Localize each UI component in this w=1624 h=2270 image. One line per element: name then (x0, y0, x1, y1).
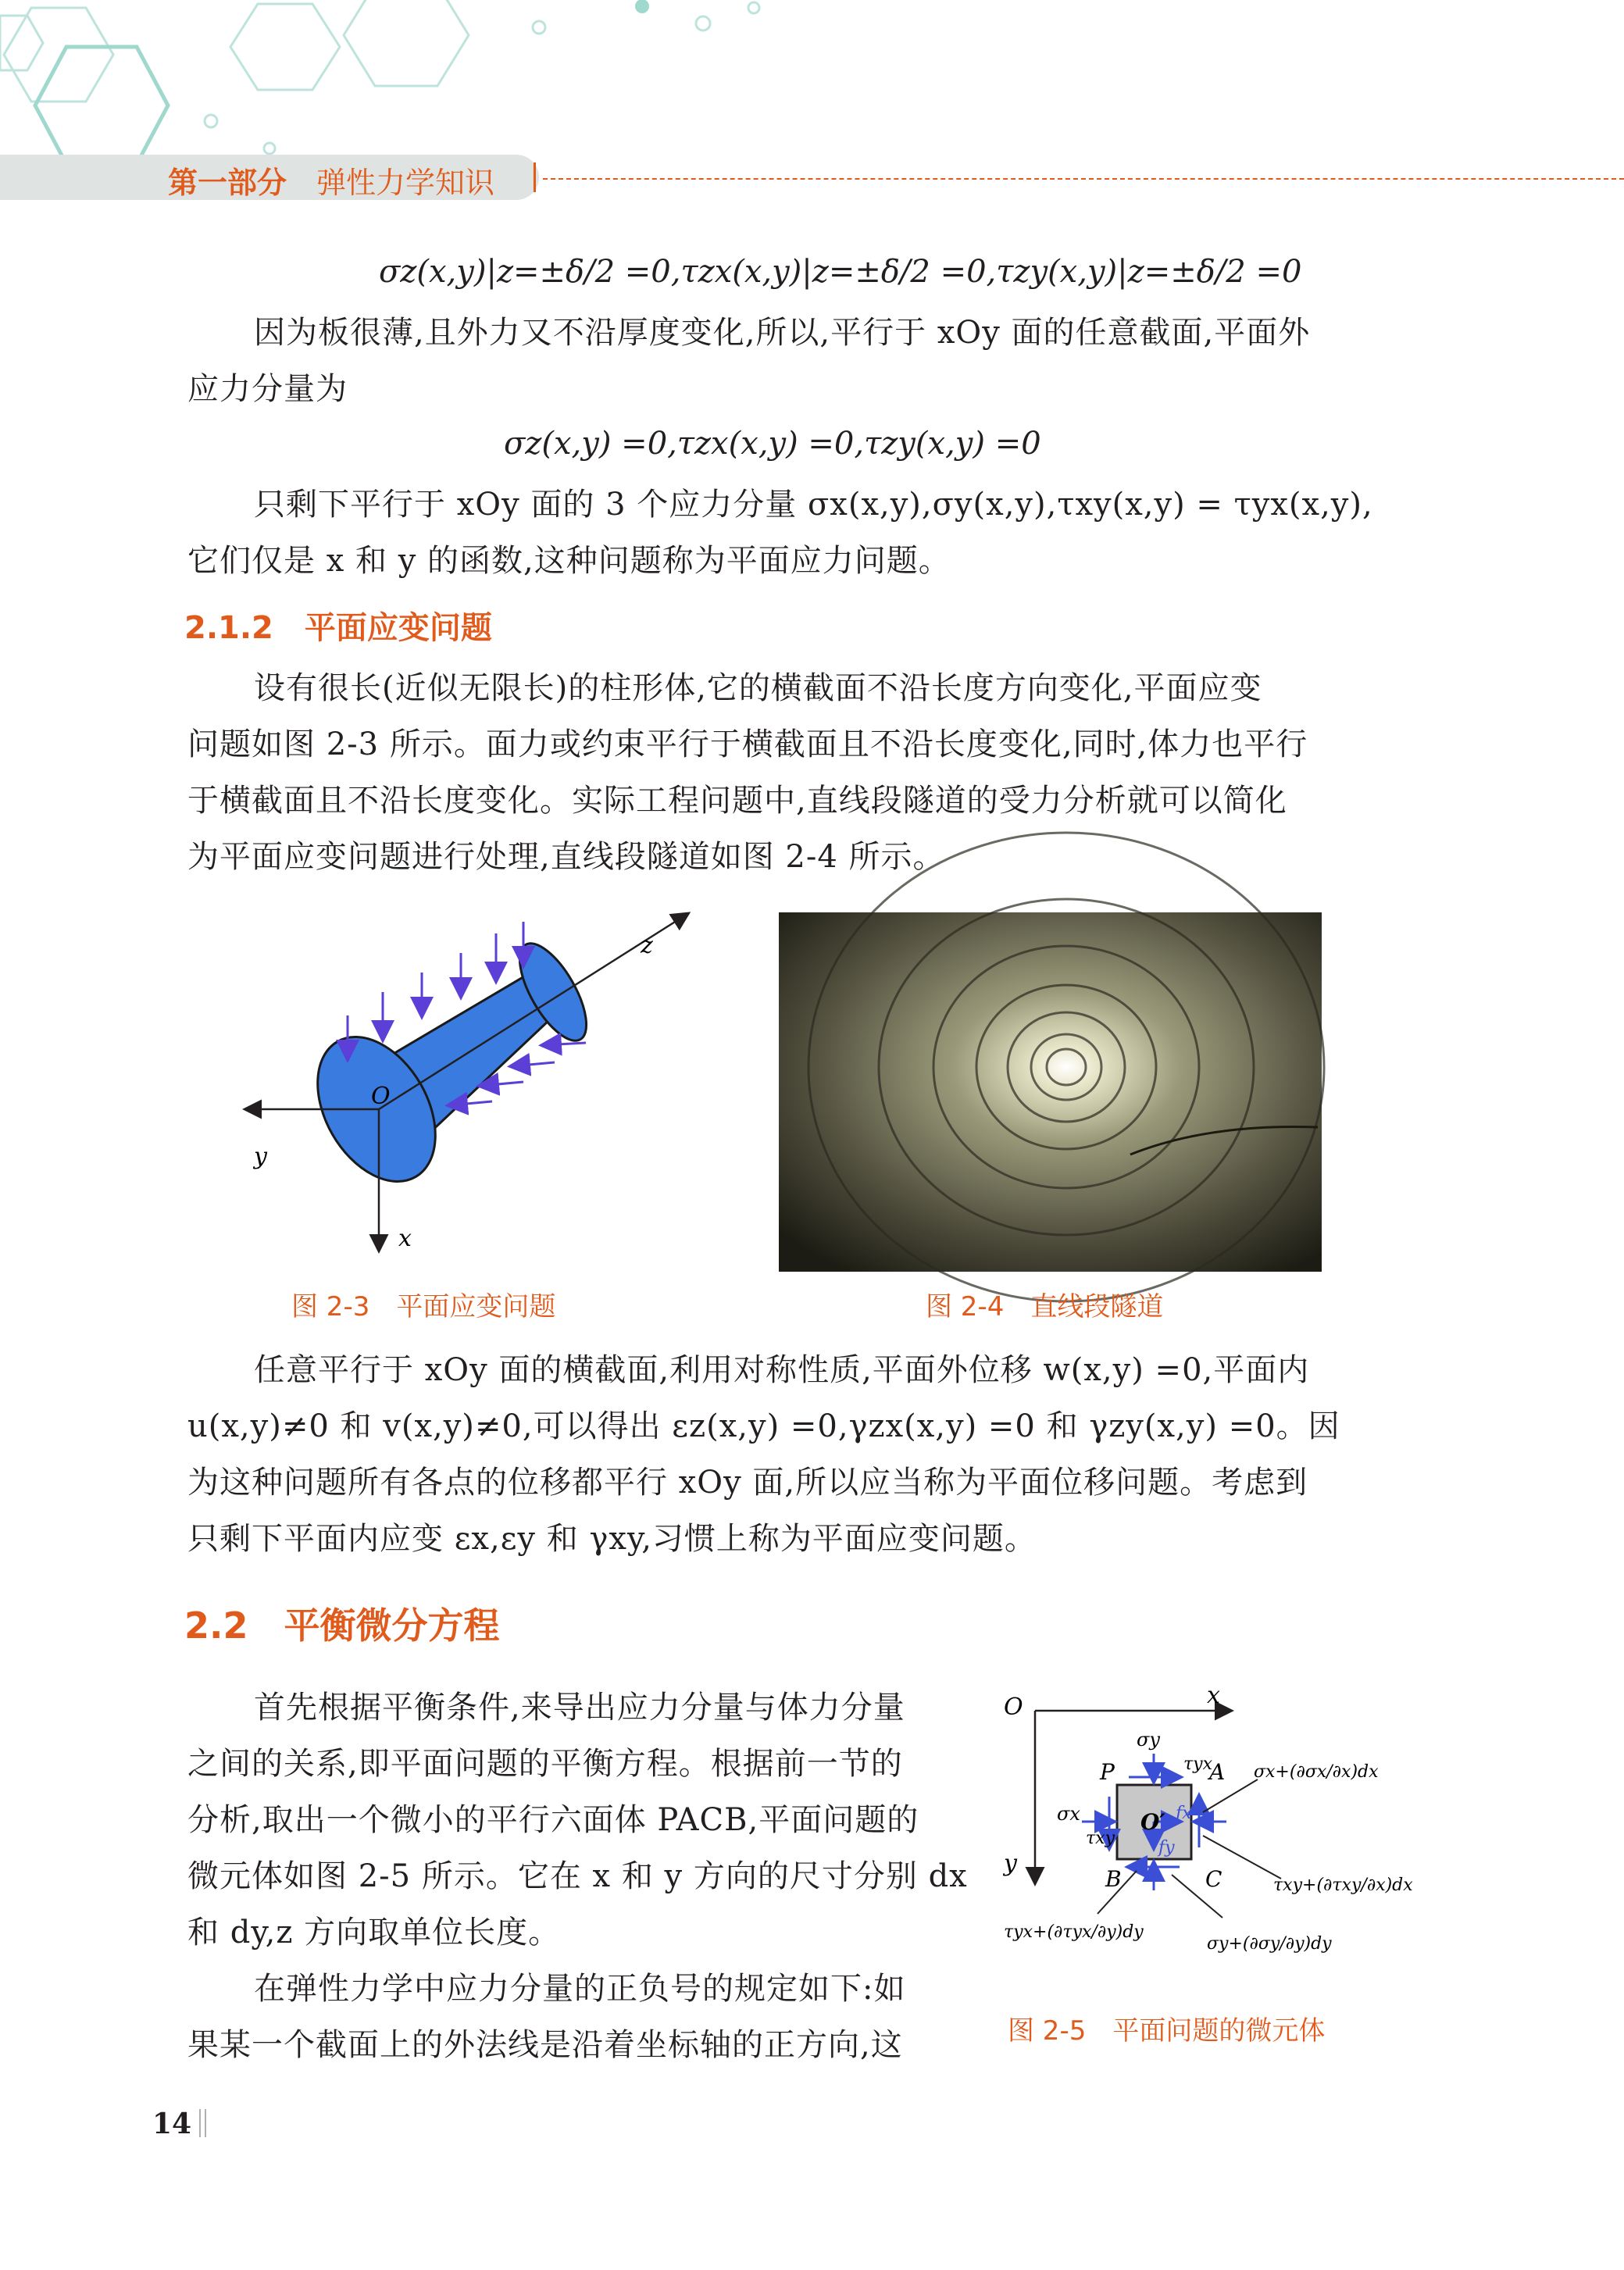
fig25-y-label: y (1004, 1850, 1017, 1877)
paragraph-line: 因为板很薄,且外力又不沿厚度变化,所以,平行于 xOy 面的任意截面,平面外 (254, 315, 1311, 351)
paragraph-line: 设有很长(近似无限长)的柱形体,它的横截面不沿长度方向变化,平面应变 (254, 670, 1262, 706)
figure-2-4-tunnel-photo (779, 912, 1322, 1272)
paragraph-line: 任意平行于 xOy 面的横截面,利用对称性质,平面外位移 w(x,y) =0,平面内 (254, 1352, 1310, 1388)
fig25-tau-xy: τxy (1086, 1829, 1115, 1848)
fig25-point-a: A (1209, 1759, 1226, 1785)
fig25-point-b: B (1105, 1866, 1122, 1892)
paragraph-line: 问题如图 2-3 所示。面力或约束平行于横截面且不沿长度变化,同时,体力也平行 (187, 726, 1308, 762)
page-number-divider (205, 2109, 206, 2137)
caption-figure-2-5: 图 2-5 平面问题的微元体 (1008, 2015, 1326, 2047)
paragraph-line: 之间的关系,即平面问题的平衡方程。根据前一节的 (187, 1746, 903, 1782)
fig25-center-label: O′ (1140, 1809, 1165, 1835)
fig23-x-label: x (398, 1225, 412, 1252)
caption-figure-2-4: 图 2-4 直线段隧道 (926, 1291, 1164, 1322)
fig25-body-force-x: fx (1176, 1804, 1192, 1823)
section-heading-2-2: 2.2 平衡微分方程 (184, 1604, 500, 1647)
paragraph-line: 首先根据平衡条件,来导出应力分量与体力分量 (254, 1690, 905, 1726)
fig25-point-p: P (1100, 1759, 1115, 1785)
page-number-divider (199, 2109, 201, 2137)
paragraph-line: 于横截面且不沿长度变化。实际工程问题中,直线段隧道的受力分析就可以简化 (187, 783, 1287, 819)
paragraph-line: 分析,取出一个微小的平行六面体 PACB,平面问题的 (187, 1802, 919, 1838)
fig25-origin-label: O (1004, 1694, 1023, 1721)
section-heading-2-1-2: 2.1.2 平面应变问题 (184, 610, 492, 646)
header-dashed-line (543, 178, 1624, 180)
fig23-z-label: z (641, 932, 653, 959)
fig25-x-label: x (1207, 1682, 1220, 1709)
fig25-tau-yx-increment: τyx+(∂τyx/∂y)dy (1004, 1922, 1144, 1942)
fig25-point-c: C (1205, 1866, 1222, 1892)
fig23-origin-label: O (371, 1083, 391, 1110)
paragraph-line: u(x,y)≠0 和 v(x,y)≠0,可以得出 εz(x,y) =0,γzx(x,y) =0 和 γzy(x,y) =0。因 (187, 1408, 1340, 1444)
paragraph-line: 微元体如图 2-5 所示。它在 x 和 y 方向的尺寸分别 dx (187, 1858, 968, 1894)
paragraph-line: 和 dy,z 方向取单位长度。 (187, 1915, 561, 1951)
fig25-tau-yx: τyx (1183, 1754, 1213, 1774)
paragraph-line: 在弹性力学中应力分量的正负号的规定如下:如 (254, 1971, 906, 2007)
fig25-sigma-y-increment: σy+(∂σy/∂y)dy (1207, 1934, 1332, 1954)
fig25-body-force-y: fy (1158, 1838, 1175, 1858)
paragraph-line: 只剩下平面内应变 εx,εy 和 γxy,习惯上称为平面应变问题。 (187, 1521, 1037, 1557)
equation-1: σz(x,y)|z=±δ/2 =0,τzx(x,y)|z=±δ/2 =0,τzy(x,y)|z=±δ/2 =0 (379, 254, 1302, 290)
part-title: 弹性力学知识 (316, 166, 495, 200)
figure-2-5-element-diagram (988, 1679, 1413, 1976)
caption-figure-2-3: 图 2-3 平面应变问题 (291, 1291, 556, 1322)
header-hexagon-decoration (0, 0, 1624, 180)
paragraph-line: 它们仅是 x 和 y 的函数,这种问题称为平面应力问题。 (187, 543, 951, 579)
page-number: 14 (152, 2108, 192, 2140)
paragraph-line: 只剩下平行于 xOy 面的 3 个应力分量 σx(x,y),σy(x,y),τxy(x,y) = τyx(x,y), (254, 487, 1373, 523)
equation-2: σz(x,y) =0,τzx(x,y) =0,τzy(x,y) =0 (504, 426, 1041, 462)
paragraph-line: 果某一个截面上的外法线是沿着坐标轴的正方向,这 (187, 2027, 903, 2063)
paragraph-line: 应力分量为 (187, 371, 348, 407)
header-tick (534, 162, 536, 192)
paragraph-line: 为这种问题所有各点的位移都平行 xOy 面,所以应当称为平面位移问题。考虑到 (187, 1465, 1308, 1501)
figure-2-3-cylinder-diagram (234, 914, 719, 1258)
paragraph-line: 为平面应变问题进行处理,直线段隧道如图 2-4 所示。 (187, 839, 945, 875)
fig25-sigma-x: σx (1057, 1803, 1080, 1825)
fig25-sigma-x-increment: σx+(∂σx/∂x)dx (1254, 1762, 1379, 1782)
fig23-y-label: y (254, 1143, 267, 1170)
part-label: 第一部分 (168, 166, 287, 200)
fig25-tau-xy-increment: τxy+(∂τxy/∂x)dx (1273, 1876, 1413, 1895)
fig25-sigma-y: σy (1137, 1729, 1160, 1751)
